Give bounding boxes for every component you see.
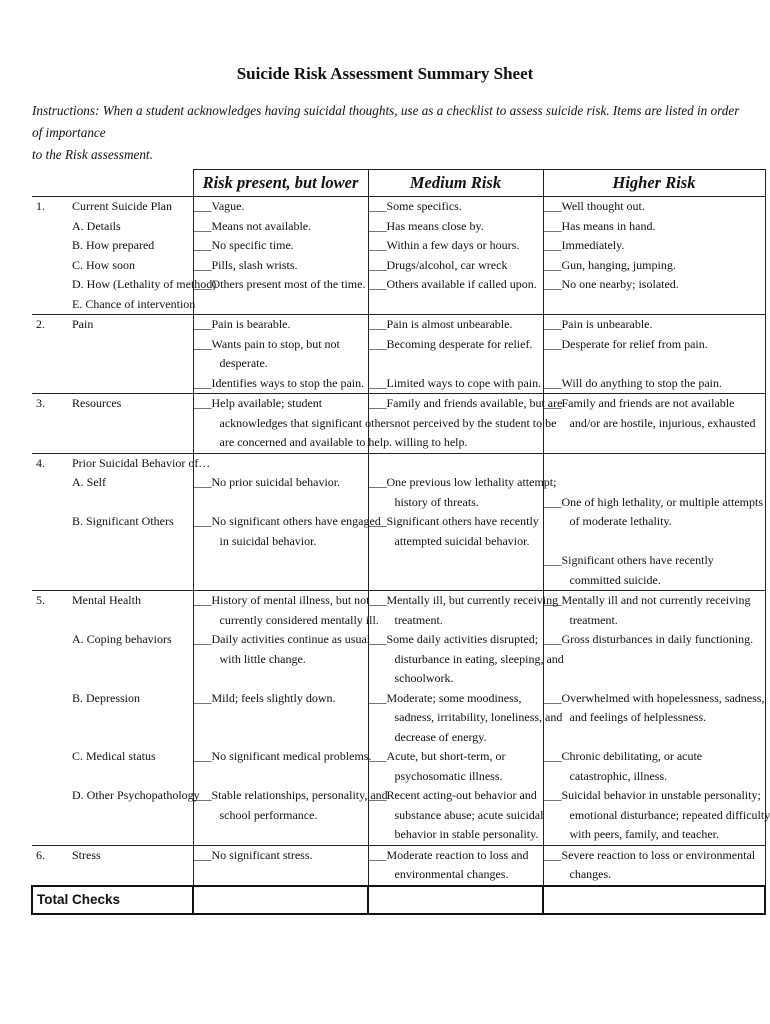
- section-number: 2.: [36, 317, 45, 331]
- section-category-cell: [69, 394, 193, 454]
- checklist-item[interactable]: ___Gross disturbances in daily functioning.: [543, 632, 754, 646]
- checklist-item[interactable]: ___Drugs/alcohol, car wreck: [368, 257, 508, 272]
- lower-risk-cell: [193, 845, 368, 886]
- checklist-text: [194, 708, 368, 728]
- checklist-text: [194, 669, 368, 689]
- section-category-cell: [69, 591, 200, 846]
- checklist-text: behavior in stable personality.: [394, 827, 539, 841]
- checklist-text: schoolwork.: [394, 671, 454, 685]
- checklist-text: [194, 454, 368, 474]
- checklist-text: school performance.: [219, 807, 318, 822]
- checklist-item[interactable]: ___No prior suicidal behavior.: [193, 475, 341, 489]
- section-number: 6.: [36, 847, 45, 862]
- checklist-item[interactable]: ___Overwhelmed with hopelessness, sadness,: [543, 690, 765, 705]
- checklist-text: catastrophic, illness.: [569, 768, 668, 783]
- checklist-item[interactable]: ___Limited ways to cope with pain.: [368, 375, 542, 390]
- section-row: [32, 394, 765, 454]
- checklist-item[interactable]: ___Well thought out.: [543, 199, 645, 213]
- checklist-text: treatment.: [569, 612, 618, 627]
- checklist-text: [194, 767, 368, 787]
- category-item: [69, 767, 193, 787]
- category-title: Prior Suicidal Behavior of…: [72, 455, 211, 470]
- higher-risk-cell: [543, 315, 765, 394]
- section-number-cell: [32, 453, 69, 591]
- checklist-item[interactable]: ___Has means close by.: [368, 218, 484, 233]
- checklist-text: substance abuse; acute suicidal: [394, 807, 544, 822]
- checklist-item[interactable]: ___No significant medical problems.: [193, 749, 372, 763]
- checklist-text: [544, 650, 765, 670]
- checklist-item[interactable]: ___Vague.: [193, 199, 245, 213]
- medium-risk-cell: [368, 845, 543, 886]
- checklist-text: desperate.: [219, 356, 268, 370]
- category-title: Pain: [72, 317, 94, 331]
- checklist-text: with peers, family, and teacher.: [569, 827, 719, 841]
- checklist-text: acknowledges that significant others: [219, 415, 395, 430]
- page-title: Suicide Risk Assessment Summary Sheet: [236, 64, 534, 83]
- medium-risk-cell: [368, 315, 543, 394]
- section-number: 3.: [36, 396, 45, 410]
- checklist-text: in suicidal behavior.: [219, 533, 317, 548]
- checklist-text: [544, 532, 765, 552]
- checklist-text: committed suicide.: [569, 572, 661, 587]
- checklist-item[interactable]: ___Desperate for relief from pain.: [543, 336, 708, 351]
- header-row: [32, 170, 765, 197]
- checklist-text: [369, 354, 543, 374]
- checklist-text: not perceived by the student to be: [394, 415, 557, 430]
- checklist-text: changes.: [569, 867, 612, 881]
- total-checks-label: Total Checks: [32, 886, 193, 914]
- checklist-text: [369, 454, 543, 474]
- medium-risk-cell: [368, 394, 563, 454]
- checklist-text: treatment.: [394, 612, 443, 627]
- checklist-item[interactable]: ___Family and friends available, but are: [368, 396, 563, 410]
- section-category-cell: [69, 845, 193, 886]
- section-row: [32, 845, 765, 886]
- category-title: Mental Health: [72, 593, 141, 607]
- checklist-item[interactable]: ___Others present most of the time.: [193, 277, 366, 291]
- checklist-item[interactable]: ___Moderate; some moodiness,: [368, 690, 522, 705]
- section-row: [32, 453, 765, 591]
- lower-risk-cell: [193, 394, 395, 454]
- category-item: B. How prepared: [72, 238, 155, 252]
- checklist-text: [544, 454, 765, 474]
- higher-risk-cell: [543, 845, 765, 886]
- checklist-text: psychosomatic illness.: [394, 768, 503, 783]
- checklist-item[interactable]: ___Pain is bearable.: [193, 317, 291, 331]
- header-higher-risk: Higher Risk: [543, 170, 765, 197]
- section-number-cell: [32, 591, 69, 846]
- section-category-cell: [69, 315, 193, 394]
- category-item: D. How (Lethality of method): [72, 277, 217, 291]
- section-row: [32, 197, 765, 315]
- checklist-text: [544, 669, 765, 689]
- header-lower-risk: Risk present, but lower: [193, 170, 368, 197]
- category-item: A. Coping behaviors: [72, 632, 172, 646]
- instructions-line-2: to the Risk assessment.: [32, 147, 153, 162]
- checklist-item[interactable]: ___Pain is unbearable.: [543, 317, 653, 331]
- checklist-text: currently considered mentally ill.: [219, 612, 379, 627]
- section-category-cell: [69, 197, 217, 315]
- lower-risk-cell: [193, 197, 368, 315]
- category-item: E. Chance of intervention: [72, 296, 196, 311]
- checklist-item[interactable]: ___Becoming desperate for relief.: [368, 336, 533, 351]
- category-item: [69, 611, 193, 631]
- category-item: B. Depression: [72, 690, 140, 705]
- checklist-item[interactable]: ___Will do anything to stop the pain.: [543, 375, 722, 390]
- checklist-item[interactable]: ___Severe reaction to loss or environmental: [543, 847, 756, 862]
- checklist-item[interactable]: ___Suicidal behavior in unstable personality;: [543, 788, 761, 802]
- total-lower-risk-cell[interactable]: [193, 886, 368, 914]
- checklist-item[interactable]: ___Mentally ill and not currently receiving: [543, 593, 751, 607]
- instructions: [32, 100, 744, 166]
- header-medium-risk: Medium Risk: [368, 170, 543, 197]
- category-item: D. Other Psychopathology: [72, 788, 200, 802]
- checklist-text: [544, 473, 765, 493]
- checklist-item[interactable]: ___Stable relationships, personality, and: [193, 788, 388, 802]
- checklist-text: of moderate lethality.: [569, 514, 672, 528]
- higher-risk-cell: [543, 197, 765, 315]
- higher-risk-cell: [543, 453, 765, 591]
- checklist-item[interactable]: ___No one nearby; isolated.: [543, 277, 679, 291]
- total-higher-risk-cell[interactable]: [543, 886, 765, 914]
- category-item: C. How soon: [72, 257, 136, 272]
- checklist-item[interactable]: ___History of mental illness, but not: [193, 593, 370, 607]
- section-category-cell: [69, 453, 211, 591]
- section-number: 4.: [36, 455, 45, 470]
- checklist-text: [544, 728, 765, 748]
- checklist-item[interactable]: ___Acute, but short-term, or: [368, 749, 506, 763]
- checklist-item[interactable]: ___Significant others have recently: [543, 553, 714, 567]
- section-number-cell: [32, 394, 69, 454]
- checklist-text: history of threats.: [394, 494, 479, 509]
- medium-risk-cell: [368, 453, 557, 591]
- checklist-text: attempted suicidal behavior.: [394, 533, 530, 548]
- header-blank: [32, 170, 193, 197]
- section-number: 5.: [36, 593, 45, 607]
- section-row: [32, 315, 765, 394]
- checklist-item[interactable]: ___Daily activities continue as usual: [193, 632, 371, 646]
- checklist-item[interactable]: ___One previous low lethality attempt;: [368, 475, 557, 489]
- medium-risk-cell: [368, 591, 564, 846]
- category-item: C. Medical status: [72, 749, 156, 763]
- checklist-text: and/or are hostile, injurious, exhausted: [569, 415, 756, 430]
- checklist-item[interactable]: ___No significant stress.: [193, 847, 313, 862]
- sections-body: [32, 197, 770, 886]
- total-checks-row: [32, 886, 765, 914]
- category-item: [69, 728, 193, 748]
- checklist-text: [544, 354, 765, 374]
- checklist-text: are concerned and available to help.: [219, 435, 393, 449]
- checklist-text: with little change.: [219, 651, 306, 666]
- checklist-text: decrease of energy.: [394, 729, 487, 744]
- lower-risk-cell: [193, 453, 381, 591]
- medium-risk-cell: [368, 197, 543, 315]
- category-item: [69, 708, 193, 728]
- category-title: Resources: [72, 396, 122, 410]
- checklist-item[interactable]: ___Recent acting-out behavior and: [368, 788, 537, 802]
- checklist-item[interactable]: ___Some daily activities disrupted;: [368, 632, 539, 646]
- checklist-text: willing to help.: [394, 435, 468, 449]
- category-item: [69, 493, 193, 513]
- section-number-cell: [32, 197, 69, 315]
- checklist-item[interactable]: ___Pills, slash wrists.: [193, 257, 298, 272]
- checklist-text: emotional disturbance; repeated difficulty: [569, 807, 770, 822]
- checklist-text: [544, 433, 765, 453]
- checklist-text: [194, 728, 368, 748]
- checklist-item[interactable]: ___Has means in hand.: [543, 218, 656, 233]
- higher-risk-cell: [543, 591, 770, 846]
- checklist-text: environmental changes.: [394, 867, 509, 881]
- checklist-item[interactable]: ___Help available; student: [193, 396, 323, 410]
- checklist-item[interactable]: ___Pain is almost unbearable.: [368, 317, 513, 331]
- checklist-item[interactable]: ___One of high lethality, or multiple attempts: [543, 494, 764, 509]
- checklist-item[interactable]: ___Mild; feels slightly down.: [193, 690, 336, 705]
- checklist-item[interactable]: ___Moderate reaction to loss and: [368, 847, 529, 862]
- checklist-text: disturbance in eating, sleeping, and: [394, 651, 564, 666]
- checklist-text: sadness, irritability, loneliness, and: [394, 710, 563, 724]
- section-number-cell: [32, 845, 69, 886]
- lower-risk-cell: [193, 591, 388, 846]
- category-item: [69, 650, 193, 670]
- checklist-item[interactable]: ___Family and friends are not available: [543, 396, 735, 410]
- checklist-item[interactable]: ___Within a few days or hours.: [368, 238, 520, 252]
- instructions-line-1: Instructions: When a student acknowledges having suicidal thoughts, use as a checklist to assess suicide risk. Items are listed in order of importance: [32, 103, 740, 140]
- checklist-item[interactable]: ___No significant others have engaged: [193, 514, 381, 528]
- checklist-text: and feelings of helplessness.: [569, 710, 707, 724]
- checklist-item[interactable]: ___Some specifics.: [368, 199, 462, 213]
- checklist-item[interactable]: ___Identifies ways to stop the pain.: [193, 375, 365, 390]
- checklist-item[interactable]: ___Wants pain to stop, but not: [193, 336, 340, 351]
- checklist-text: [194, 493, 368, 513]
- higher-risk-cell: [543, 394, 765, 454]
- category-item: B. Significant Others: [72, 514, 174, 528]
- lower-risk-cell: [193, 315, 368, 394]
- total-medium-risk-cell[interactable]: [368, 886, 543, 914]
- section-number: 1.: [36, 199, 45, 213]
- checklist-item[interactable]: ___No specific time.: [193, 238, 294, 252]
- category-item: A. Self: [72, 475, 106, 489]
- category-title: Current Suicide Plan: [72, 199, 172, 213]
- risk-assessment-table: [31, 169, 770, 915]
- checklist-item[interactable]: ___Immediately.: [543, 238, 625, 252]
- section-row: [32, 591, 765, 846]
- category-item: A. Details: [72, 218, 121, 233]
- category-item: [69, 669, 193, 689]
- checklist-item[interactable]: ___Means not available.: [193, 218, 312, 233]
- category-title: Stress: [72, 847, 101, 862]
- checklist-item[interactable]: ___Significant others have recently: [368, 514, 539, 528]
- checklist-item[interactable]: ___Mentally ill, but currently receiving: [368, 593, 559, 607]
- checklist-item[interactable]: ___Chronic debilitating, or acute: [543, 749, 703, 763]
- section-number-cell: [32, 315, 69, 394]
- checklist-item[interactable]: ___Gun, hanging, jumping.: [543, 257, 676, 272]
- checklist-item[interactable]: ___Others available if called upon.: [368, 277, 537, 291]
